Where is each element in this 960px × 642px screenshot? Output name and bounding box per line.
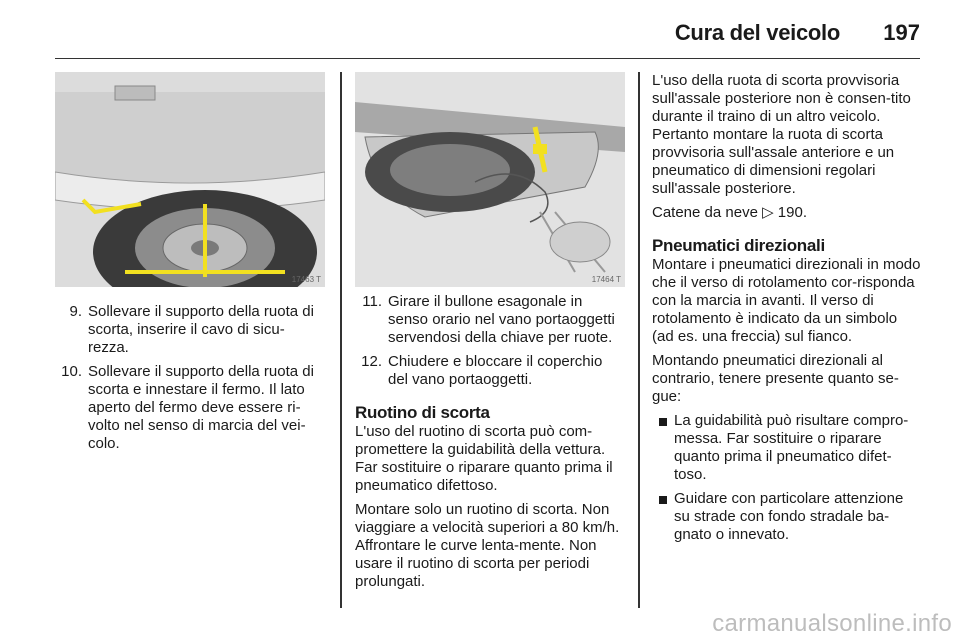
list-item: 10. Sollevare il supporto della ruota di scorta e innestare il fermo. Il lato aperto del fermo deve essere ri-volto nel senso di marcia del vei-colo. [61,363,314,452]
bullet-square-icon [659,418,667,426]
paragraph: Montare solo un ruotino di scorta. Non viaggiare a velocità superiori a 80 km/h. Affrontare le curve lenta-mente. Non usare il ruotino di scorta per periodi prolungati. [355,501,620,590]
column-divider [340,72,342,608]
spare-wheel-illustration [55,72,325,287]
column-3 [652,72,922,550]
column-2 [355,72,625,597]
paragraph: L'uso della ruota di scorta provvisoria sull'assale posteriore non è consen-tito durante il traino di un altro veicolo. Pertanto montare la ruota di scorta provvisoria sull'assale anteriore e un pneumatico di dimensioni regolari sull'assale posteriore. [652,72,911,197]
steps-list-1 [55,303,325,453]
list-item: 12. Chiudere e bloccare il coperchio del vano portaoggetti. [361,353,603,388]
list-item: La guidabilità può risultare compro-messa. Far sostituire o riparare quanto prima il pneumatico difet-toso. [652,412,922,484]
watermark: carmanualsonline.info [712,610,952,637]
paragraph: Catene da neve ▷ 190. [652,204,807,221]
section-title: Cura del veicolo [674,20,840,45]
paragraph: Montare i pneumatici direzionali in modo che il verso di rotolamento cor-risponda con la marcia in avanti. Il verso di rotolamento è indicato da un simbolo (ad es. una freccia) sul fianco. [652,256,921,345]
paragraph: L'uso del ruotino di scorta può com-promettere la guidabilità della vettura. Far sostituire o riparare quanto prima il pneumatico difettoso. [355,423,613,494]
spare-wheel-drawing [55,72,325,287]
storage-compartment-illustration [355,72,625,287]
column-1 [55,72,325,459]
bullet-list [652,412,922,544]
figure-code: 17463 T [291,275,321,284]
page-number: 197 [883,20,920,45]
section-heading: Pneumatici direzionali [652,236,825,255]
list-item: 9. Sollevare il supporto della ruota di scorta, inserire il cavo di sicu-rezza. [69,303,314,356]
page-header [55,14,920,59]
section-heading: Ruotino di scorta [355,403,490,422]
column-divider [638,72,640,608]
bullet-square-icon [659,496,667,504]
paragraph: Montando pneumatici direzionali al contrario, tenere presente quanto se-gue: [652,352,899,405]
list-item: 11. Girare il bullone esagonale in senso orario nel vano portaoggetti servendosi della chiave per ruote. [362,293,615,346]
list-item: Guidare con particolare attenzione su strade con fondo stradale ba-gnato o innevato. [652,490,922,544]
storage-compartment-drawing [355,72,625,287]
steps-list-2 [355,293,625,389]
figure-code: 17464 T [591,275,621,284]
